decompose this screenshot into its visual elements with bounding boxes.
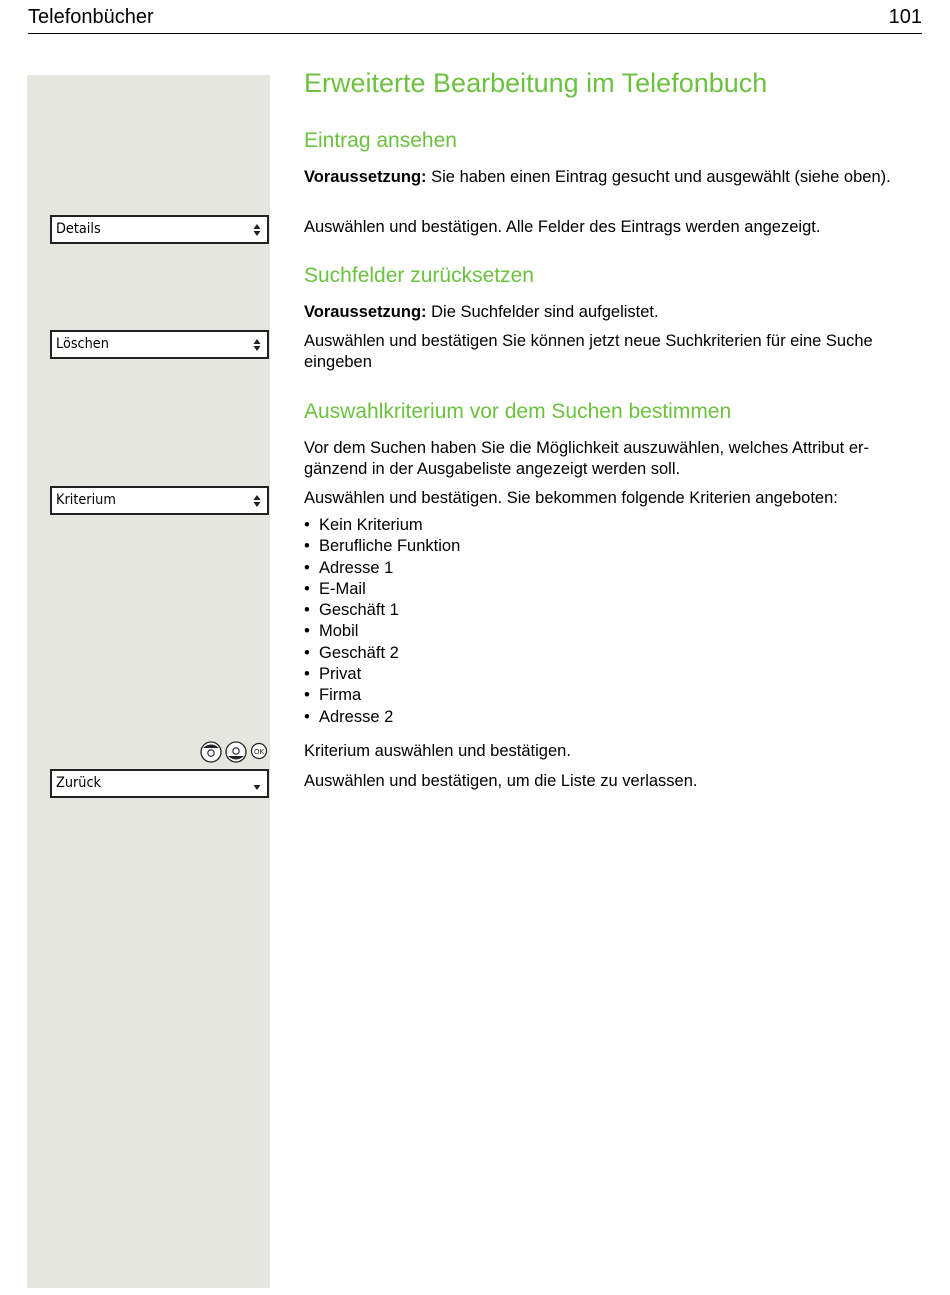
prerequisite-text bbox=[304, 302, 922, 323]
section-heading-eintrag-ansehen: Eintrag ansehen bbox=[304, 129, 457, 152]
menu-item-label: Zurück bbox=[56, 775, 101, 791]
menu-item-details[interactable] bbox=[50, 215, 269, 244]
list-item: • Adresse 2 bbox=[304, 707, 394, 726]
menu-item-zurueck[interactable] bbox=[50, 769, 269, 798]
criteria-list bbox=[304, 515, 460, 728]
up-down-arrows-icon bbox=[253, 337, 261, 353]
list-item: • Privat bbox=[304, 665, 362, 684]
navigation-keys-icon bbox=[200, 740, 270, 764]
section-heading-auswahlkriterium: Auswahlkriterium vor dem Suchen bestimmen bbox=[304, 400, 732, 423]
ok-key-icon bbox=[252, 744, 267, 759]
up-down-arrows-icon bbox=[253, 493, 261, 509]
intro-line: Vor dem Suchen haben Sie die Möglichkeit auszuwählen, welches Attribut er- bbox=[304, 439, 869, 457]
menu-item-label: Löschen bbox=[56, 336, 109, 352]
zurueck-instruction: Auswählen und bestätigen, um die Liste zu verlassen. bbox=[304, 772, 698, 790]
menu-item-loeschen[interactable] bbox=[50, 330, 269, 359]
down-arrow-icon bbox=[253, 776, 261, 792]
list-item: • Geschäft 2 bbox=[304, 643, 399, 662]
details-instruction: Auswählen und bestätigen. Alle Felder des Eintrags werden angezeigt. bbox=[304, 218, 821, 236]
list-item: • Mobil bbox=[304, 622, 359, 641]
kriterium-instruction: Auswählen und bestätigen. Sie bekommen folgende Kriterien angeboten: bbox=[304, 489, 838, 507]
ok-key-label: OK bbox=[253, 747, 265, 756]
sidebar-panel bbox=[27, 75, 270, 1288]
page-heading: Erweiterte Bearbeitung im Telefonbuch bbox=[304, 68, 768, 98]
list-item: • Kein Kriterium bbox=[304, 516, 423, 534]
criterion-intro bbox=[304, 438, 922, 480]
loeschen-instruction: Auswählen und bestätigen Sie können jetzt neue Suchkriterien für eine Suche eingeben bbox=[304, 332, 873, 371]
up-down-arrows-icon bbox=[253, 222, 261, 238]
prerequisite-label: Voraussetzung: bbox=[304, 303, 427, 321]
list-item: • Berufliche Funktion bbox=[304, 537, 461, 556]
nav-instruction: Kriterium auswählen und bestätigen. bbox=[304, 742, 571, 760]
menu-item-label: Kriterium bbox=[56, 492, 116, 508]
chapter-title: Telefonbücher bbox=[28, 6, 154, 28]
page-number: 101 bbox=[888, 6, 922, 28]
menu-item-kriterium[interactable] bbox=[50, 486, 269, 515]
nav-down-key-icon bbox=[226, 742, 246, 762]
menu-item-label: Details bbox=[56, 221, 101, 237]
section-heading-suchfelder: Suchfelder zurücksetzen bbox=[304, 264, 534, 287]
prerequisite-body: Die Suchfelder sind aufgelistet. bbox=[426, 303, 659, 321]
page-header bbox=[28, 6, 922, 34]
intro-line: gänzend in der Ausgabeliste angezeigt werden soll. bbox=[304, 460, 681, 478]
nav-up-key-icon bbox=[201, 742, 221, 762]
list-item: • Geschäft 1 bbox=[304, 601, 399, 620]
list-item: • E-Mail bbox=[304, 579, 366, 598]
list-item: • Firma bbox=[304, 686, 362, 705]
list-item: • Adresse 1 bbox=[304, 558, 394, 577]
prerequisite-text bbox=[304, 167, 922, 188]
prerequisite-body: Sie haben einen Eintrag gesucht und ausgewählt (siehe oben). bbox=[426, 168, 891, 186]
prerequisite-label: Voraussetzung: bbox=[304, 168, 427, 186]
